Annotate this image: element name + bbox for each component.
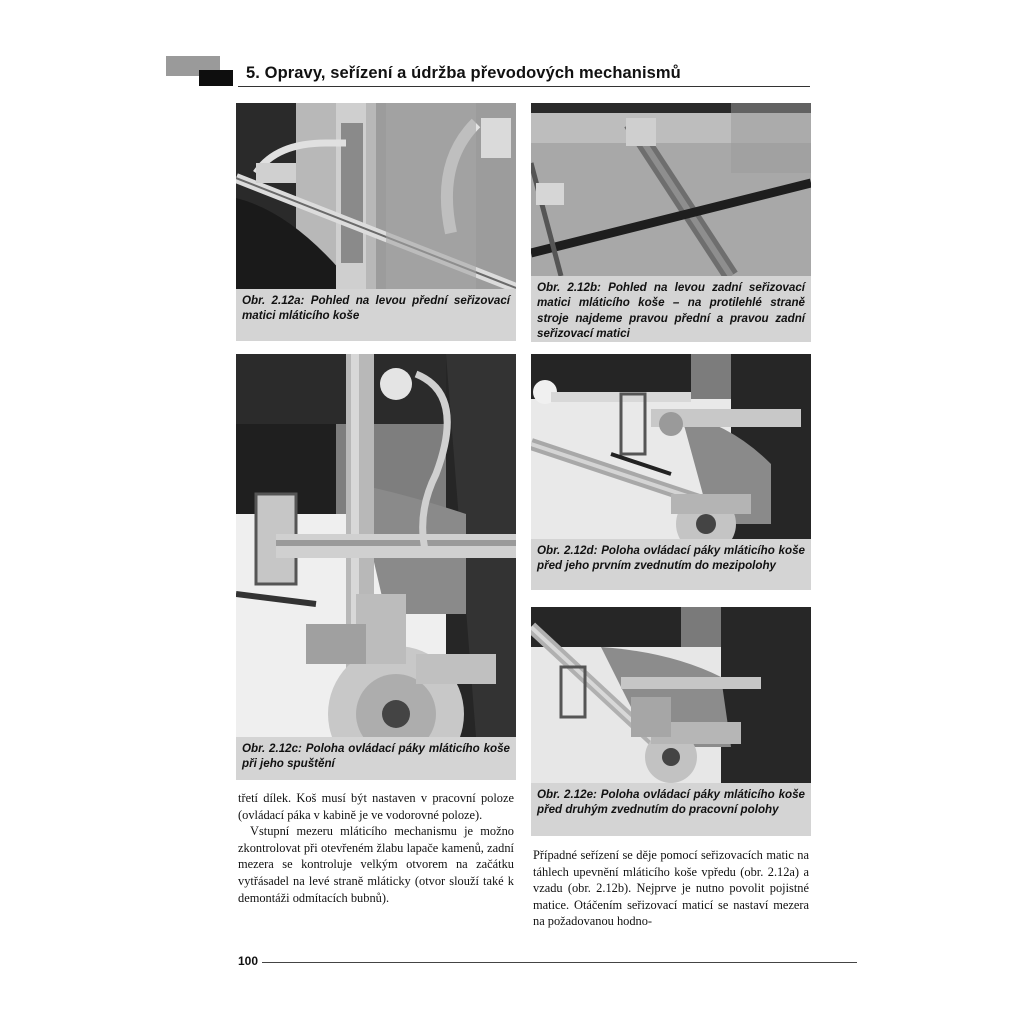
figure-2-12e-photo (531, 607, 811, 787)
photo-lever-lowered (236, 354, 516, 737)
photo-lever-before-second-lift (531, 607, 811, 787)
figure-2-12b-photo (531, 103, 811, 276)
figure-2-12d-photo (531, 354, 811, 539)
figure-2-12d-caption: Obr. 2.12d: Poloha ovládací páky mláticího koše před jeho prvním zvednutím do mezipolohy (531, 539, 811, 590)
left-paragraph-1: třetí dílek. Koš musí být nastaven v pracovní poloze (ovládací páka v kabině je ve vodorovné poloze). (238, 791, 514, 822)
figure-2-12e-caption: Obr. 2.12e: Poloha ovládací páky mláticího koše před druhým zvednutím do pracovní polohy (531, 783, 811, 836)
figure-2-12a-photo (236, 103, 516, 289)
left-paragraph-2: Vstupní mezeru mláticího mechanismu je možno zkontrolovat při otevřeném žlabu lapače kamenů, zadní mezera se kontroluje velkým otvorem na začátku vytřásadel na levé straně mláticky (otvor slouží také k demontáži odmítacích bubnů). (238, 824, 514, 905)
right-paragraph-1: Případné seřízení se děje pomocí seřizovacích matic na táhlech upevnění mláticího koše vpředu (obr. 2.12a) a vzadu (obr. 2.12b). Nejprve je nutno povolit pojistné matice. Otáčením seřizovací maticí se nastaví mezera na požadovanou hodno- (533, 848, 809, 929)
footer-rule (262, 962, 857, 963)
photo-front-adjusting-nut (236, 103, 516, 289)
chapter-title: 5. Opravy, seřízení a údržba převodových mechanismů (246, 64, 681, 82)
left-column-text (238, 790, 514, 906)
figure-2-12b-caption: Obr. 2.12b: Pohled na levou zadní seřizovací matici mláticího koše – na protilehlé straně stroje najdeme pravou přední a pravou zadní seřizovací matici (531, 276, 811, 342)
photo-rear-adjusting-nut (531, 103, 811, 276)
header-black-block (199, 70, 233, 86)
right-column-text (533, 847, 809, 930)
figure-2-12c-caption: Obr. 2.12c: Poloha ovládací páky mláticího koše při jeho spuštění (236, 737, 516, 780)
photo-lever-before-first-lift (531, 354, 811, 539)
figure-2-12c-photo (236, 354, 516, 737)
page-number: 100 (238, 954, 259, 968)
header-rule (238, 86, 810, 87)
figure-2-12a-caption: Obr. 2.12a: Pohled na levou přední seřizovací matici mláticího koše (236, 289, 516, 341)
